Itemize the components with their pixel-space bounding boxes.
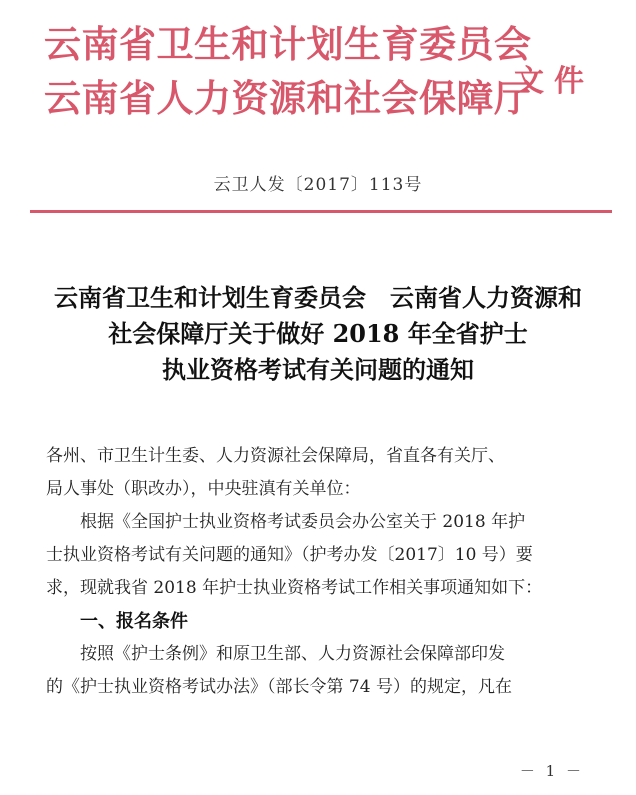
document-number: 云卫人发〔2017〕113号	[213, 175, 423, 195]
paragraph-2-line-2: 的《护士执业资格考试办法》（部长令第 74 号）的规定，凡在	[46, 677, 512, 697]
paragraph-1-line-2: 士执业资格考试有关问题的通知》（护考办发〔2017〕10 号）要	[46, 545, 533, 565]
paragraph-2-line-1: 按照《护士条例》和原卫生部、人力资源社会保障部印发	[80, 644, 505, 664]
paragraph-1-line-3: 求，现就我省 2018 年护士执业资格考试工作相关事项通知如下：	[46, 578, 543, 598]
document-body	[46, 440, 606, 704]
recipients-line-2: 局人事处（职改办），中央驻滇有关单位：	[46, 479, 361, 499]
red-header	[44, 14, 604, 134]
recipients-line-1: 各州、市卫生计生委、人力资源社会保障局，省直各有关厅、	[46, 446, 505, 466]
section-heading-1: 一、报名条件	[80, 611, 188, 632]
title-line-2: 社会保障厅关于做好 2018 年全省护士	[108, 319, 528, 348]
paragraph-1-line-1: 根据《全国护士执业资格考试委员会办公室关于 2018 年护	[80, 512, 526, 532]
red-divider	[30, 210, 612, 213]
header-suffix: 文件	[514, 64, 594, 99]
document-title	[0, 280, 636, 388]
title-line-1: 云南省卫生和计划生育委员会 云南省人力资源和	[54, 283, 582, 312]
page-number: － 1 －	[519, 762, 584, 780]
title-line-3: 执业资格考试有关问题的通知	[162, 355, 474, 384]
header-issuer-2: 云南省人力资源和社会保障厅	[44, 77, 532, 120]
header-issuer-1: 云南省卫生和计划生育委员会	[44, 23, 532, 66]
